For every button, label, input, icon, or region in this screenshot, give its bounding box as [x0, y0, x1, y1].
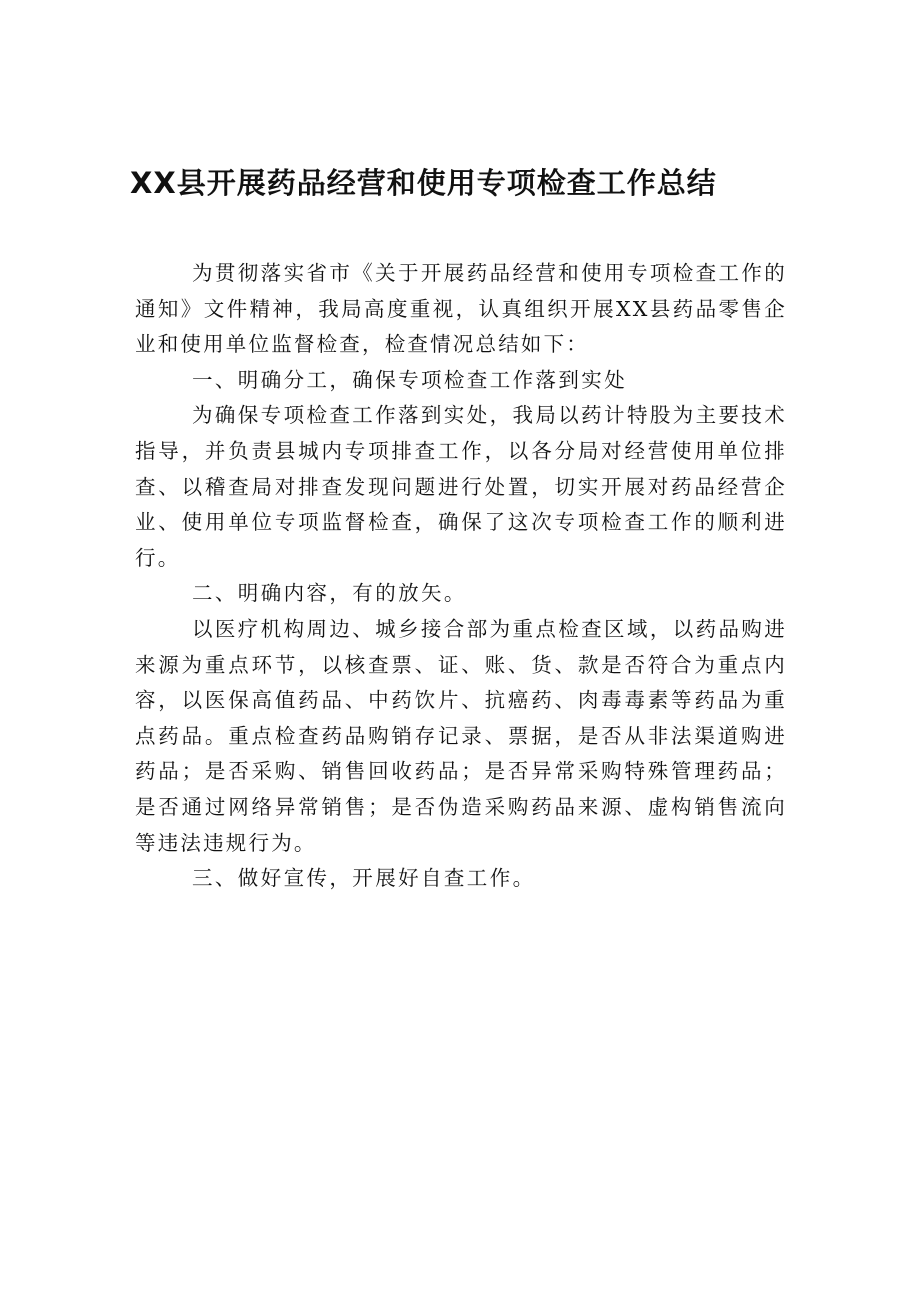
- section-heading-1: 一、明确分工，确保专项检查工作落到实处: [192, 367, 628, 392]
- document-title: XX县开展药品经营和使用专项检查工作总结: [130, 166, 717, 200]
- section-2-paragraph: 以医疗机构周边、城乡接合部为重点检查区域，以药品购进来源为重点环节，以核查票、证、账、货、款是否符合为重点内容，以医保高值药品、中药饮片、抗癌药、肉毒毒素等药品为重点药品。重点检查药品购销存记录、票据，是否从非法渠道购进药品；是否采购、销售回收药品；是否异常采购特殊管理药品；是否通过网络异常销售；是否伪造采购药品来源、虚构销售流向等违法违规行为。: [135, 616, 787, 855]
- intro-paragraph: 为贯彻落实省市《关于开展药品经营和使用专项检查工作的通知》文件精神，我局高度重视，认真组织开展XX县药品零售企业和使用单位监督检查，检查情况总结如下：: [135, 261, 787, 357]
- section-heading-3: 三、做好宣传，开展好自查工作。: [192, 866, 536, 891]
- section-heading-2: 二、明确内容，有的放矢。: [192, 581, 467, 606]
- section-1-paragraph: 为确保专项检查工作落到实处，我局以药计特股为主要技术指导，并负责县城内专项排查工作，以各分局对经营使用单位排查、以稽查局对排查发现问题进行处置，切实开展对药品经营企业、使用单位专项监督检查，确保了这次专项检查工作的顺利进行。: [135, 403, 787, 570]
- document-body: [135, 256, 787, 897]
